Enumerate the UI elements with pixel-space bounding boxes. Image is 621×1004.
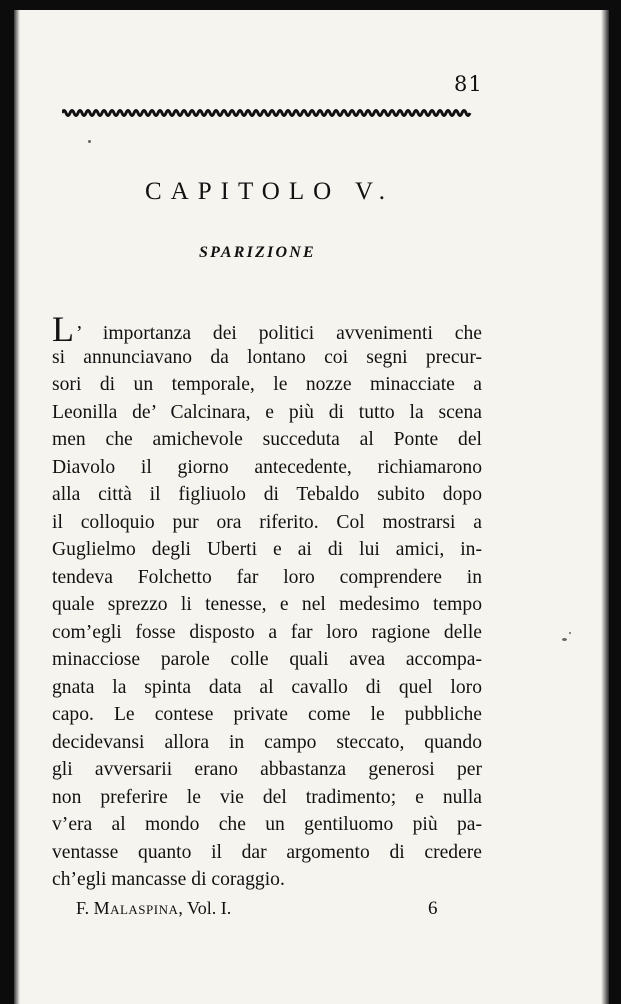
chapter-title: CAPITOLO V. [145, 178, 395, 205]
paper-speck [569, 632, 571, 634]
text-line: Leonilla de’ Calcinara, e più di tutto la scena [52, 401, 482, 423]
paper-speck [88, 140, 91, 143]
text-line: gnata la spinta data al cavallo di quel loro [52, 676, 482, 698]
text-line: sori di un temporale, le nozze minacciate a [52, 374, 482, 395]
text-line: si annunciavano da lontano coi segni precur- [52, 346, 482, 368]
footer-author-volume [76, 898, 231, 919]
text-line: L ’ importanza dei politici avvenimenti che [52, 309, 482, 349]
body-text [52, 309, 482, 894]
text-line: decidevansi allora in campo steccato, quando [52, 731, 482, 753]
text-line: Guglielmo degli Uberti e ai di lui amici, in- [52, 539, 482, 560]
text-line: alla città il figliuolo di Tebaldo subito dopo [52, 484, 482, 505]
text-line: capo. Le contese private come le pubbliche [52, 704, 482, 725]
drop-cap: L [52, 309, 74, 349]
text-line: v’era al mondo che un gentiluomo più pa- [52, 814, 482, 835]
page-number: 81 [454, 72, 483, 96]
page-edge-shadow [601, 10, 609, 1004]
text-line: il colloquio pur ora riferito. Col mostrarsi a [52, 511, 482, 533]
volume-label: , Vol. I. [178, 898, 232, 918]
text-line: ventasse quanto il dar argomento di credere [52, 841, 482, 863]
text-line: non preferire le vie del tradimento; e nulla [52, 786, 482, 808]
text-line: men che amichevole succeduta al Ponte del [52, 429, 482, 450]
text-line: tendeva Folchetto far loro comprendere in [52, 566, 482, 588]
text-line: minacciose parole colle quali avea accompa- [52, 649, 482, 670]
text-line: quale sprezzo li tenesse, e nel medesimo tempo [52, 594, 482, 615]
text-line: ch’egli mancasse di coraggio. [52, 869, 285, 890]
text-line: Diavolo il giorno antecedente, richiamarono [52, 456, 482, 478]
chapter-subtitle: SPARIZIONE [199, 244, 316, 261]
signature-mark: 6 [428, 898, 438, 919]
book-page [14, 10, 609, 1004]
paper-speck [562, 638, 567, 641]
author-initial: F. [76, 898, 90, 918]
ornamental-rule [62, 106, 474, 120]
text-line: com’egli fosse disposto a far loro ragione delle [52, 621, 482, 643]
text-line: gli avversarii erano abbastanza generosi per [52, 759, 482, 780]
author-name: Malaspina [93, 898, 179, 918]
page-gutter-shadow [14, 10, 20, 1004]
